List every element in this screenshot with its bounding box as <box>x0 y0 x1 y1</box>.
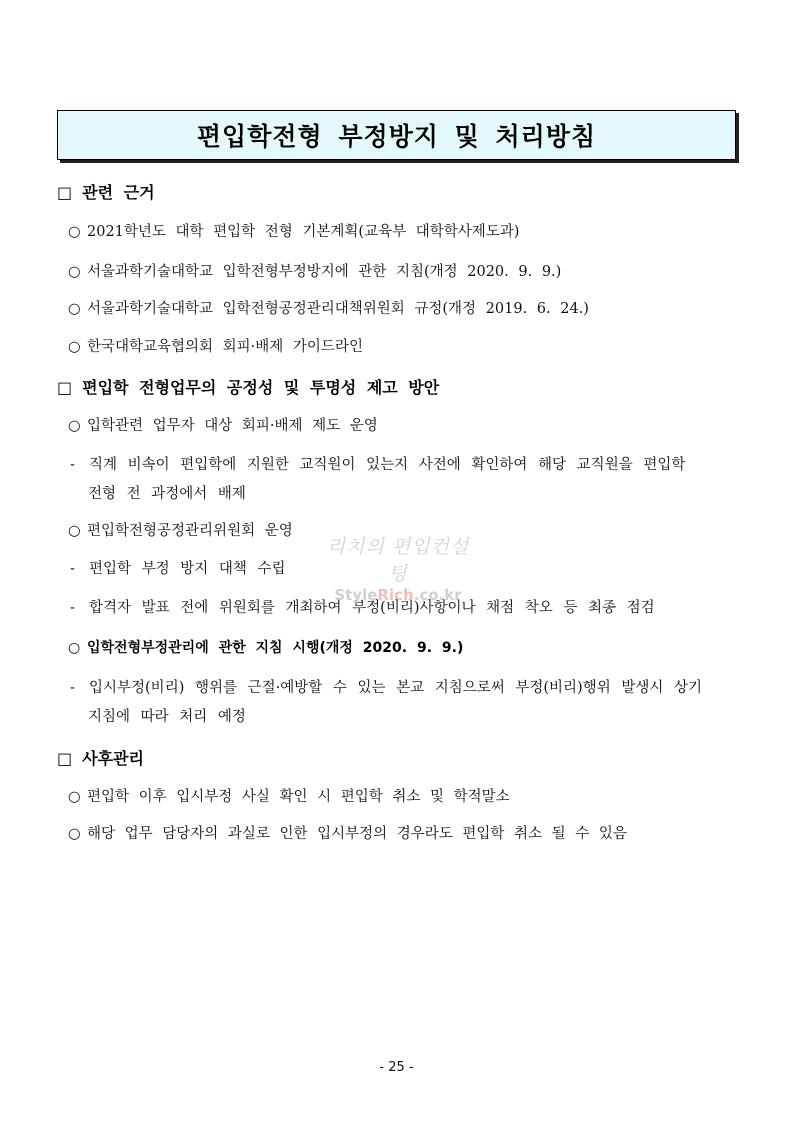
list-item <box>68 297 589 318</box>
section-heading-followup <box>57 746 144 769</box>
bullet-marker: ○ <box>68 339 81 355</box>
title-box <box>57 110 736 160</box>
watermark-line1: 리치의 편입컨설팅 <box>326 536 470 585</box>
list-item-emphasis <box>68 637 463 657</box>
list-item <box>68 335 363 356</box>
dash-marker: - <box>70 600 75 616</box>
list-item-text: 입학전형부정관리에 관한 지침 시행(개정 2020. 9. 9.) <box>87 640 464 656</box>
dash-marker: - <box>70 561 75 577</box>
section-heading-text: 편입학 전형업무의 공정성 및 투명성 제고 방안 <box>82 378 440 397</box>
detail-item <box>70 676 702 697</box>
bullet-marker: ○ <box>68 640 81 656</box>
list-item-text: 편입학전형공정관리위원회 운영 <box>87 523 293 539</box>
list-item <box>68 414 378 435</box>
section-heading-basis <box>57 180 155 203</box>
bullet-marker: ○ <box>68 523 81 539</box>
watermark-prefix: Style <box>334 586 378 604</box>
list-item-text: 2021학년도 대학 편입학 전형 기본계획(교육부 대학학사제도과) <box>87 224 520 240</box>
list-item <box>68 519 293 540</box>
dash-marker: - <box>70 680 75 696</box>
list-item <box>68 785 510 806</box>
watermark-accent: Rich <box>377 586 414 604</box>
section-marker: □ <box>57 378 73 397</box>
page-title: 편입학전형 부정방지 및 처리방침 <box>196 122 597 151</box>
list-item-text: 서울과학기술대학교 입학전형공정관리대책위원회 규정(개정 2019. 6. 24.) <box>87 301 589 317</box>
list-item <box>68 260 561 281</box>
page-number: - 25 - <box>379 1060 414 1075</box>
bullet-marker: ○ <box>68 418 81 434</box>
bullet-marker: ○ <box>68 301 81 317</box>
list-item-text: 입학관련 업무자 대상 회피·배제 제도 운영 <box>87 418 378 434</box>
section-heading-text: 사후관리 <box>82 749 144 768</box>
section-heading-fairness <box>57 375 439 398</box>
bullet-marker: ○ <box>68 264 81 280</box>
watermark <box>323 532 473 604</box>
detail-item <box>70 557 286 578</box>
detail-text: 합격자 발표 전에 위원회를 개최하여 부정(비리)사항이나 채점 착오 등 최종 점검 <box>89 600 655 616</box>
list-item <box>68 822 627 843</box>
detail-text: 편입학 부정 방지 대책 수립 <box>89 561 286 577</box>
dash-marker: - <box>70 457 75 473</box>
detail-text: 직계 비속이 편입학에 지원한 교직원이 있는지 사전에 확인하여 해당 교직원을 편입학 <box>89 457 686 473</box>
section-marker: □ <box>57 749 73 768</box>
watermark-suffix: .co.kr <box>413 586 462 604</box>
list-item-text: 한국대학교육협의회 회피·배제 가이드라인 <box>87 339 363 355</box>
detail-text: 입시부정(비리) 행위를 근절·예방할 수 있는 본교 지침으로써 부정(비리)행위 발생시 상기 <box>89 680 702 696</box>
detail-continuation: 지침에 따라 처리 예정 <box>88 709 246 725</box>
detail-item <box>70 453 685 474</box>
section-heading-text: 관련 근거 <box>82 183 155 202</box>
detail-continuation: 전형 전 과정에서 배제 <box>88 486 246 502</box>
list-item <box>68 220 519 241</box>
list-item-text: 편입학 이후 입시부정 사실 확인 시 편입학 취소 및 학적말소 <box>87 789 510 805</box>
bullet-marker: ○ <box>68 224 81 240</box>
watermark-line2 <box>323 586 473 604</box>
list-item-text: 서울과학기술대학교 입학전형부정방지에 관한 지침(개정 2020. 9. 9.) <box>87 264 562 280</box>
bullet-marker: ○ <box>68 826 81 842</box>
bullet-marker: ○ <box>68 789 81 805</box>
list-item-text: 해당 업무 담당자의 과실로 인한 입시부정의 경우라도 편입학 취소 될 수 있음 <box>87 826 627 842</box>
section-marker: □ <box>57 183 73 202</box>
